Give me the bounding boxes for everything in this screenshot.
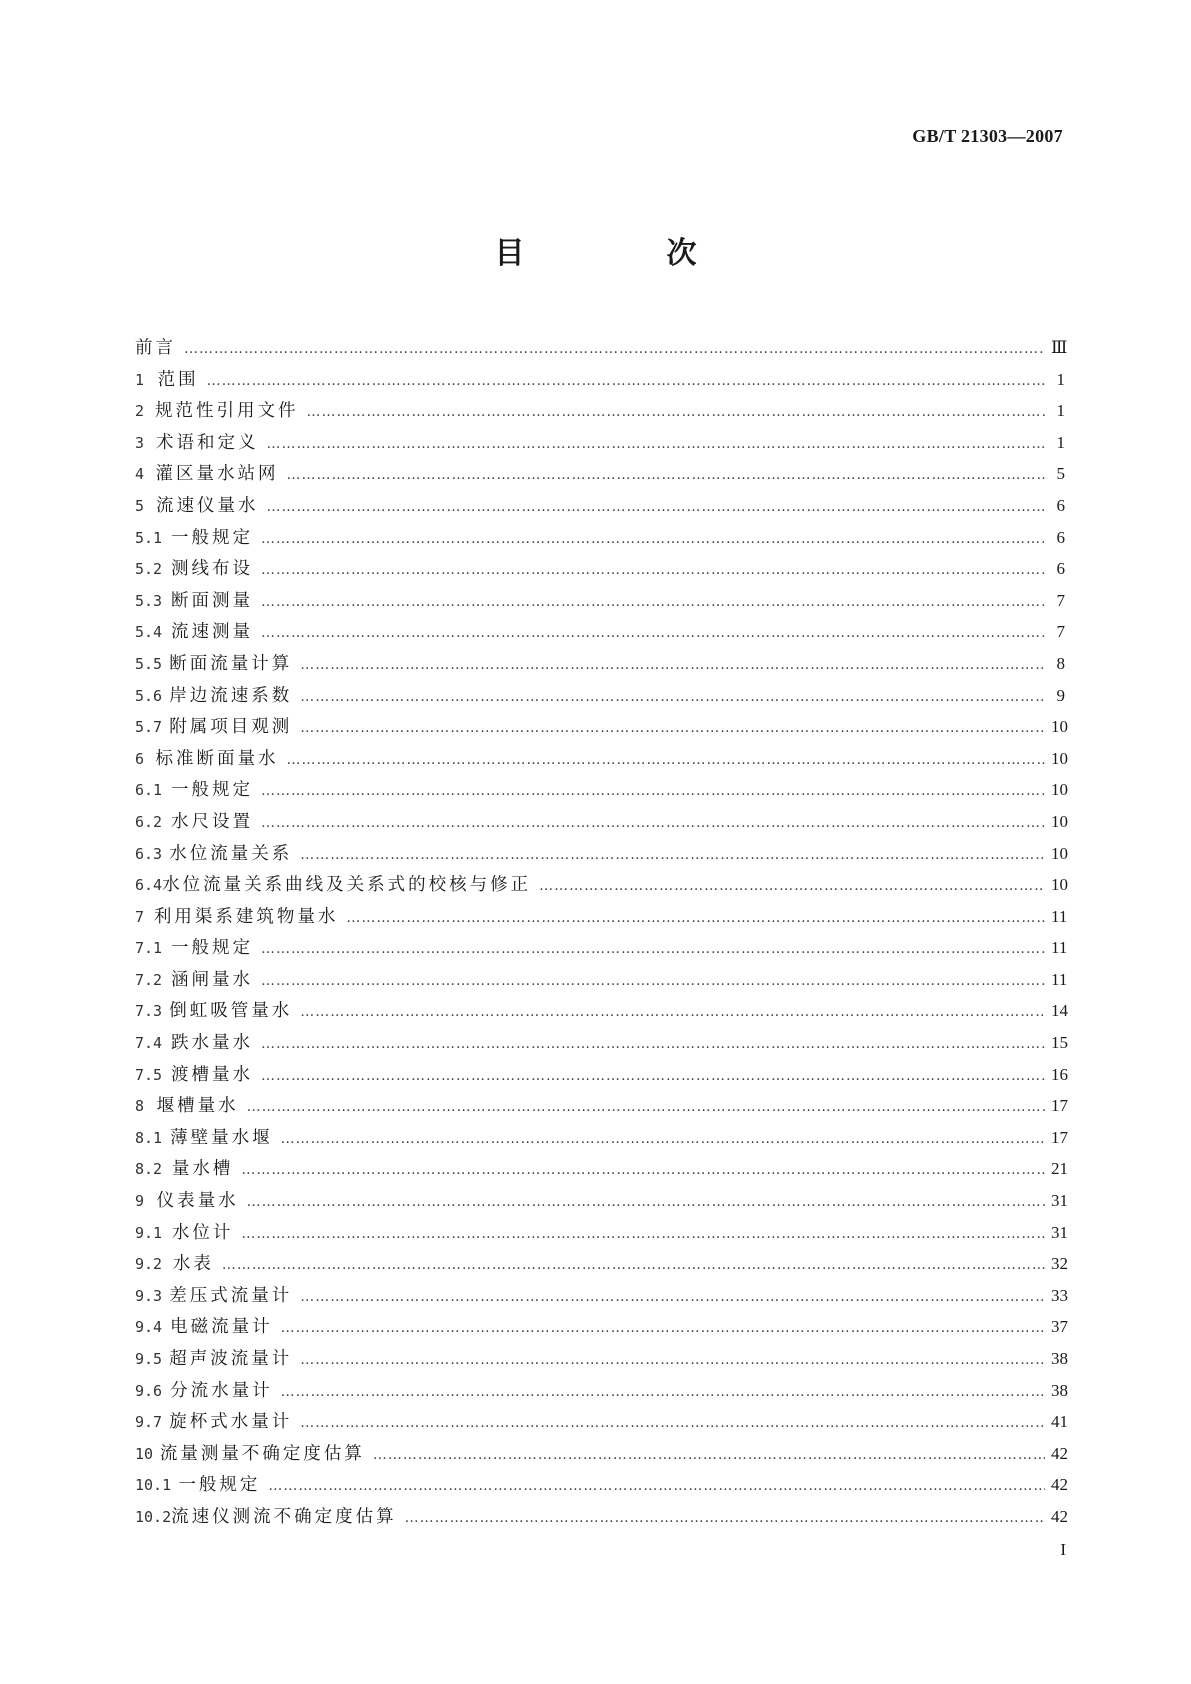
toc-entry-title: 断面测量 [171, 590, 254, 611]
toc-entry-number: 5.4 [135, 623, 163, 642]
toc-entry-title: 旋杯式水量计 [169, 1412, 293, 1433]
toc-entry[interactable] [135, 397, 1065, 429]
toc-entry-page: 16 [1051, 1064, 1068, 1084]
toc-entry-page: 11 [1051, 969, 1068, 989]
dot-leader [300, 689, 1045, 705]
toc-entry-page: 6 [1056, 495, 1065, 515]
toc-entry-number: 6.1 [135, 781, 163, 800]
toc-entry-number: 10.2 [135, 1507, 172, 1526]
toc-entry-title: 涵闸量水 [171, 969, 254, 990]
toc-entry-number: 7.3 [135, 1002, 163, 1021]
toc-entry-title: 利用渠系建筑物量水 [153, 906, 339, 927]
toc-entry-title: 范围 [157, 369, 199, 390]
toc-entry[interactable] [135, 1092, 1068, 1124]
toc-entry[interactable] [135, 1061, 1068, 1093]
toc-entry[interactable] [135, 713, 1068, 745]
toc-entry[interactable] [135, 1377, 1068, 1409]
toc-entry-page: 42 [1051, 1475, 1068, 1495]
toc-entry[interactable] [135, 1345, 1068, 1377]
toc-entry-page: 10 [1051, 717, 1068, 737]
toc-entry-page: 1 [1056, 401, 1065, 421]
toc-entry-number: 9.6 [135, 1381, 163, 1400]
toc-entry-title: 前言 [135, 338, 176, 358]
toc-entry-title: 测线布设 [171, 559, 254, 580]
toc-entry-number: 7.1 [135, 939, 163, 958]
toc-entry-number: 5.6 [135, 686, 163, 705]
toc-entry-page: 17 [1051, 1096, 1068, 1116]
dot-leader [405, 1510, 1045, 1526]
toc-entry-page: 8 [1056, 653, 1065, 673]
toc-entry-title: 附属项目观测 [169, 717, 293, 738]
toc-entry[interactable] [135, 1408, 1068, 1440]
toc-entry[interactable] [135, 555, 1065, 587]
dot-leader [247, 1194, 1045, 1210]
toc-entry[interactable] [135, 1282, 1068, 1314]
dot-leader [241, 1162, 1045, 1178]
toc-entry-title: 倒虹吸管量水 [169, 1001, 293, 1022]
toc-entry-number: 5.5 [135, 654, 163, 673]
table-of-contents [135, 334, 1068, 1535]
toc-entry-title: 一般规定 [178, 1475, 261, 1496]
dot-leader [267, 499, 1045, 515]
toc-entry-page: 37 [1051, 1317, 1068, 1337]
toc-entry-title: 跌水量水 [171, 1033, 254, 1054]
toc-entry-number: 4 [135, 465, 145, 484]
toc-entry-title: 仪表量水 [156, 1191, 239, 1212]
toc-entry[interactable] [135, 650, 1065, 682]
toc-entry-page: 42 [1051, 1506, 1068, 1526]
toc-entry-number: 7.4 [135, 1034, 163, 1053]
toc-entry-page: 11 [1051, 906, 1068, 926]
dot-leader [261, 1036, 1045, 1052]
toc-entry-number: 10 [135, 1444, 154, 1463]
dot-leader [373, 1447, 1045, 1463]
dot-leader [300, 1352, 1045, 1368]
toc-entry-title: 流速测量 [171, 622, 254, 643]
toc-entry-title: 超声波流量计 [169, 1349, 293, 1369]
dot-leader [261, 1068, 1045, 1084]
dot-leader [300, 1415, 1045, 1431]
toc-entry[interactable] [135, 1124, 1068, 1156]
toc-entry[interactable] [135, 1219, 1068, 1251]
dot-leader [267, 436, 1045, 452]
toc-entry[interactable] [135, 997, 1068, 1029]
dot-leader [184, 341, 1045, 357]
toc-entry-number: 7 [135, 907, 145, 926]
toc-entry-title: 水表 [172, 1254, 214, 1275]
toc-entry-number: 3 [135, 433, 145, 452]
dot-leader [300, 847, 1045, 863]
dot-leader [261, 973, 1045, 989]
dot-leader [247, 1099, 1045, 1115]
toc-entry-title: 规范性引用文件 [154, 401, 299, 422]
toc-entry-page: 10 [1051, 811, 1068, 831]
toc-entry[interactable] [135, 1155, 1068, 1187]
standard-number: GB/T 21303—2007 [912, 126, 1063, 146]
toc-entry-title: 一般规定 [171, 938, 254, 959]
toc-entry[interactable] [135, 492, 1065, 524]
toc-entry-number: 9.2 [135, 1255, 163, 1274]
toc-entry-number: 5.7 [135, 718, 163, 737]
toc-entry-number: 9.3 [135, 1286, 163, 1305]
dot-leader [261, 594, 1045, 610]
toc-entry-page: 10 [1051, 748, 1068, 768]
toc-entry-number: 8.1 [135, 1128, 163, 1147]
toc-entry-title: 差压式流量计 [169, 1285, 293, 1306]
toc-entry-page: 15 [1051, 1033, 1068, 1053]
toc-entry[interactable] [135, 429, 1065, 461]
dot-leader [261, 941, 1045, 957]
dot-leader [281, 1131, 1045, 1147]
toc-entry-page: 10 [1051, 780, 1068, 800]
toc-entry-number: 1 [135, 370, 145, 389]
dot-leader [287, 467, 1046, 483]
toc-entry[interactable] [135, 966, 1068, 998]
page-title: 目 次 [494, 236, 753, 271]
toc-entry-number: 5 [135, 496, 145, 515]
toc-entry[interactable] [135, 334, 1068, 366]
toc-entry[interactable] [135, 587, 1065, 619]
toc-entry-page: 5 [1056, 464, 1065, 484]
toc-entry[interactable] [135, 1187, 1068, 1219]
toc-entry-title: 电磁流量计 [170, 1317, 273, 1338]
toc-entry-title: 水位流量关系 [169, 843, 293, 864]
toc-entry-page: 21 [1051, 1159, 1068, 1179]
toc-entry-page: 10 [1051, 875, 1068, 895]
toc-entry-number: 9.1 [135, 1223, 163, 1242]
dot-leader [300, 657, 1045, 673]
toc-entry[interactable] [135, 682, 1065, 714]
dot-leader [222, 1257, 1045, 1273]
toc-entry[interactable] [135, 1503, 1068, 1535]
toc-entry-page: 7 [1056, 622, 1065, 642]
toc-entry-page: 41 [1051, 1412, 1068, 1432]
dot-leader [261, 562, 1045, 578]
toc-entry-page: 7 [1056, 590, 1065, 610]
dot-leader [241, 1226, 1045, 1242]
toc-entry-page: 32 [1051, 1254, 1068, 1274]
toc-entry[interactable] [135, 1029, 1068, 1061]
toc-entry-title: 水位流量关系曲线及关系式的校核与修正 [162, 875, 532, 896]
toc-entry-page: Ⅲ [1051, 338, 1068, 357]
dot-leader [261, 815, 1045, 831]
toc-entry-number: 5.3 [135, 591, 163, 610]
toc-entry[interactable] [135, 745, 1068, 777]
toc-entry-title: 水位计 [171, 1222, 234, 1243]
toc-entry-page: 31 [1051, 1191, 1068, 1211]
toc-entry[interactable] [135, 524, 1065, 556]
dot-leader [306, 404, 1045, 420]
dot-leader [281, 1320, 1045, 1336]
dot-leader [281, 1384, 1045, 1400]
toc-entry[interactable] [135, 618, 1065, 650]
toc-entry-page: 6 [1056, 527, 1065, 547]
toc-entry[interactable] [135, 840, 1068, 872]
toc-entry[interactable] [135, 1313, 1068, 1345]
toc-entry-number: 7.5 [135, 1065, 163, 1084]
toc-entry-title: 量水槽 [171, 1159, 234, 1180]
toc-entry-number: 5.2 [135, 560, 163, 579]
toc-entry-page: 1 [1056, 369, 1065, 389]
toc-entry-title: 薄壁量水堰 [170, 1127, 273, 1148]
toc-entry-title: 堰槽量水 [156, 1096, 239, 1117]
toc-entry-number: 8.2 [135, 1160, 163, 1179]
toc-entry-number: 7.2 [135, 970, 163, 989]
dot-leader [207, 373, 1045, 389]
toc-entry-number: 2 [135, 402, 145, 421]
toc-entry-number: 8 [135, 1097, 145, 1116]
dot-leader [300, 1289, 1045, 1305]
toc-entry[interactable] [135, 1440, 1068, 1472]
page-number: I [1060, 1540, 1066, 1559]
toc-entry[interactable] [135, 1471, 1068, 1503]
dot-leader [261, 531, 1045, 547]
toc-entry-page: 14 [1051, 1001, 1068, 1021]
toc-entry-title: 岸边流速系数 [169, 685, 293, 706]
toc-entry-page: 17 [1051, 1127, 1068, 1147]
toc-entry-number: 9.4 [135, 1318, 163, 1337]
toc-entry-page: 1 [1056, 432, 1065, 452]
dot-leader [287, 752, 1046, 768]
toc-entry-title: 渡槽量水 [171, 1064, 254, 1085]
toc-entry-page: 42 [1051, 1443, 1068, 1463]
toc-entry-number: 6.2 [135, 812, 163, 831]
toc-entry-title: 灌区量水站网 [155, 464, 279, 485]
dot-leader [261, 625, 1045, 641]
dot-leader [261, 783, 1045, 799]
toc-entry-page: 38 [1051, 1349, 1068, 1368]
dot-leader [268, 1478, 1045, 1494]
toc-entry-number: 6.3 [135, 844, 163, 863]
toc-entry-page: 6 [1056, 559, 1065, 579]
toc-entry-page: 31 [1051, 1222, 1068, 1242]
toc-entry[interactable] [135, 871, 1068, 903]
toc-entry-number: 6.4 [135, 876, 163, 895]
toc-entry[interactable] [135, 776, 1068, 808]
toc-entry[interactable] [135, 903, 1068, 935]
toc-entry[interactable] [135, 1250, 1068, 1282]
toc-entry-page: 9 [1056, 685, 1065, 705]
toc-entry-title: 水尺设置 [171, 811, 254, 832]
toc-entry[interactable] [135, 808, 1068, 840]
toc-entry-title: 一般规定 [171, 527, 254, 548]
toc-entry-number: 5.1 [135, 528, 163, 547]
toc-entry-number: 9.5 [135, 1350, 163, 1368]
toc-entry-title: 一般规定 [171, 780, 254, 801]
toc-entry[interactable] [135, 460, 1065, 492]
toc-entry-number: 9 [135, 1192, 145, 1211]
toc-entry-title: 流速仪测流不确定度估算 [171, 1506, 397, 1527]
toc-entry[interactable] [135, 934, 1068, 966]
toc-entry-title: 断面流量计算 [169, 653, 293, 674]
toc-entry-title: 流速仪量水 [156, 495, 259, 516]
toc-entry-title: 分流水量计 [170, 1380, 273, 1401]
toc-entry-number: 10.1 [135, 1476, 172, 1495]
toc-entry-title: 术语和定义 [156, 432, 259, 453]
dot-leader [300, 1004, 1045, 1020]
toc-entry-title: 流量测量不确定度估算 [159, 1443, 365, 1464]
toc-entry-number: 6 [135, 749, 145, 768]
toc-entry[interactable] [135, 366, 1065, 398]
toc-entry-page: 38 [1051, 1380, 1068, 1400]
dot-leader [346, 910, 1045, 926]
toc-entry-page: 11 [1051, 938, 1068, 958]
toc-entry-page: 33 [1051, 1285, 1068, 1305]
toc-entry-number: 9.7 [135, 1413, 163, 1432]
dot-leader [539, 878, 1045, 894]
toc-entry-title: 标准断面量水 [155, 748, 279, 769]
dot-leader [300, 720, 1045, 736]
toc-entry-page: 10 [1051, 843, 1068, 863]
